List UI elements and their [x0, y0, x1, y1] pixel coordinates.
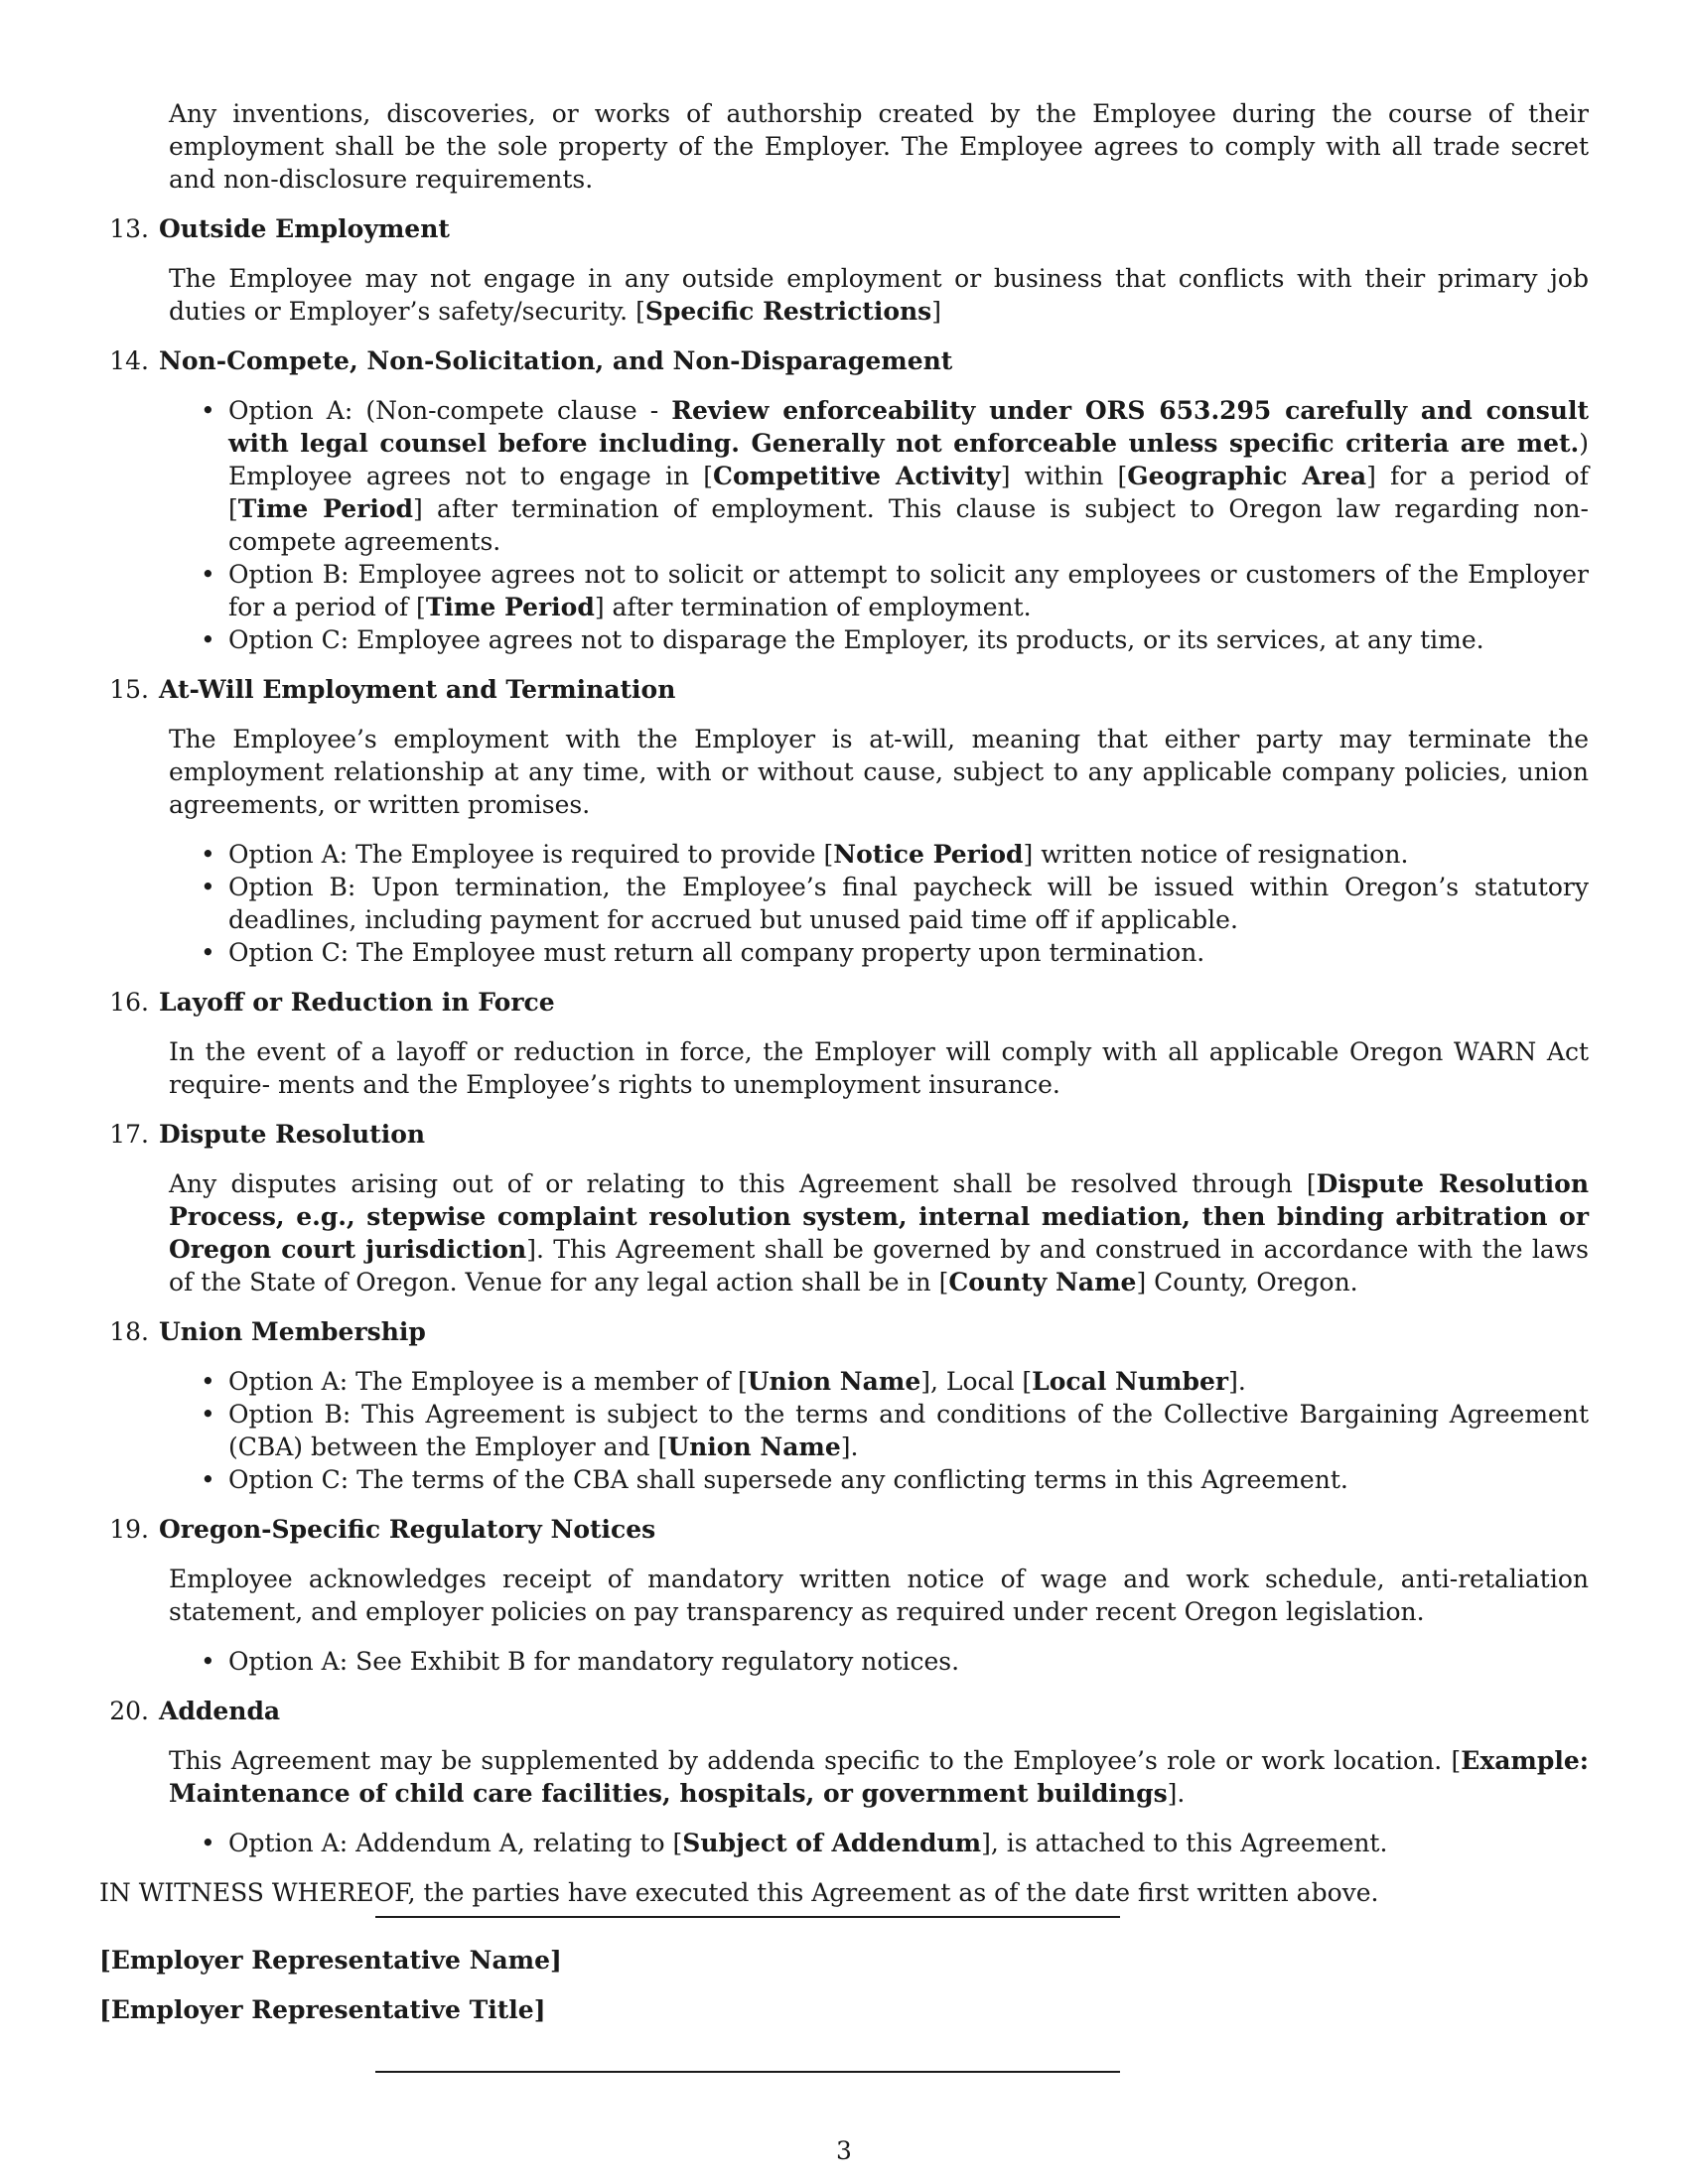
section-title: Layoff or Reduction in Force	[159, 988, 555, 1017]
section-16	[99, 986, 1589, 1101]
options-list	[169, 1365, 1589, 1496]
section-body: In the event of a layoff or reduction in force, the Employer will comply with all applicable Oregon WARN Act require- ments and the Employee’s rights to unemployment insurance.	[169, 1037, 1589, 1099]
section-number: 14.	[109, 346, 149, 375]
signature-title: [Employer Representative Title]	[99, 1995, 546, 2024]
signature-line	[375, 1916, 1120, 1918]
section-title: Outside Employment	[159, 214, 450, 243]
section-title: Union Membership	[159, 1317, 426, 1346]
options-list	[169, 394, 1589, 656]
section-number: 18.	[109, 1317, 149, 1346]
list-item: • Option B: This Agreement is subject to the terms and conditions of the Collective Bargaining Agreement (CBA) between the Employer and [Union Name].	[169, 1398, 1589, 1463]
list-item: • Option A: (Non-compete clause - Review enforceability under ORS 653.295 carefully and consult with legal counsel before including. Generally not enforceable unless specific criteria are met.) Employee agrees not to engage in [Competitive Activity] within [Geographic Area] for a period of [Time Period] after termination of employment. This clause is subject to Oregon law regarding non-compete agreements.	[169, 394, 1589, 558]
section-19	[99, 1513, 1589, 1678]
signature-line	[375, 2071, 1120, 2073]
section-title: At-Will Employment and Termination	[159, 675, 676, 704]
section-body: Any disputes arising out of or relating to this Agreement shall be resolved through [Dispute Resolution Process, e.g., stepwise complaint resolution system, internal mediation, then binding arbitration or Oregon court jurisdiction]. This Agreement shall be governed by and construed in accordance with the laws of the State of Oregon. Venue for any legal action shall be in [County Name] County, Oregon.	[169, 1169, 1590, 1297]
list-item: • Option C: The terms of the CBA shall supersede any conflicting terms in this Agreement.	[169, 1463, 1589, 1496]
document-page	[99, 97, 1589, 1909]
page-number: 3	[836, 2136, 852, 2165]
section-title: Dispute Resolution	[159, 1120, 426, 1149]
list-item: • Option B: Upon termination, the Employee’s final paycheck will be issued within Oregon’s statutory deadlines, including payment for accrued but unused paid time off if applicable.	[169, 871, 1589, 936]
options-list	[169, 838, 1589, 969]
section-body: Employee acknowledges receipt of mandatory written notice of wage and work schedule, anti-retaliation statement, and employer policies on pay transparency as required under recent Oregon legislation.	[169, 1565, 1589, 1626]
section-title: Oregon-Specific Regulatory Notices	[159, 1515, 656, 1544]
section-15	[99, 673, 1589, 969]
section-20	[99, 1695, 1589, 1859]
section-number: 16.	[109, 988, 149, 1017]
list-item: • Option A: The Employee is required to provide [Notice Period] written notice of resignation.	[169, 838, 1589, 871]
section-14	[99, 344, 1589, 656]
section-17	[99, 1118, 1589, 1298]
intro-paragraph: Any inventions, discoveries, or works of authorship created by the Employee during the course of their employment shall be the sole property of the Employer. The Employee agrees to comply with all trade secret and non-disclosure requirements.	[169, 99, 1589, 194]
section-body: The Employee’s employment with the Employer is at-will, meaning that either party may terminate the employment relationship at any time, with or without cause, subject to any applicable company policies, union agreements, or written promises.	[169, 725, 1589, 819]
list-item: • Option C: The Employee must return all company property upon termination.	[169, 936, 1589, 969]
list-item: • Option C: Employee agrees not to disparage the Employer, its products, or its services, at any time.	[169, 623, 1589, 656]
section-body: The Employee may not engage in any outside employment or business that conflicts with their primary job duties or Employer’s safety/security. [Specific Restrictions]	[169, 264, 1589, 326]
section-13	[99, 212, 1589, 328]
list-item: • Option A: See Exhibit B for mandatory regulatory notices.	[169, 1645, 1589, 1678]
section-18	[99, 1315, 1589, 1496]
section-title: Addenda	[159, 1697, 281, 1725]
section-title: Non-Compete, Non-Solicitation, and Non-Disparagement	[159, 346, 953, 375]
section-number: 15.	[109, 675, 149, 704]
section-body: This Agreement may be supplemented by addenda specific to the Employee’s role or work location. [Example: Maintenance of child care facilities, hospitals, or government buildings].	[169, 1746, 1589, 1808]
witness-clause: IN WITNESS WHEREOF, the parties have executed this Agreement as of the date first written above.	[99, 1878, 1379, 1907]
section-number: 13.	[109, 214, 149, 243]
options-list	[169, 1827, 1589, 1859]
list-item: • Option B: Employee agrees not to solicit or attempt to solicit any employees or customers of the Employer for a period of [Time Period] after termination of employment.	[169, 558, 1589, 623]
signature-name: [Employer Representative Name]	[99, 1946, 562, 1975]
list-item: • Option A: The Employee is a member of [Union Name], Local [Local Number].	[169, 1365, 1589, 1398]
section-number: 17.	[109, 1120, 149, 1149]
list-item: • Option A: Addendum A, relating to [Subject of Addendum], is attached to this Agreement.	[169, 1827, 1589, 1859]
section-number: 19.	[109, 1515, 149, 1544]
options-list	[169, 1645, 1589, 1678]
section-number: 20.	[109, 1697, 149, 1725]
